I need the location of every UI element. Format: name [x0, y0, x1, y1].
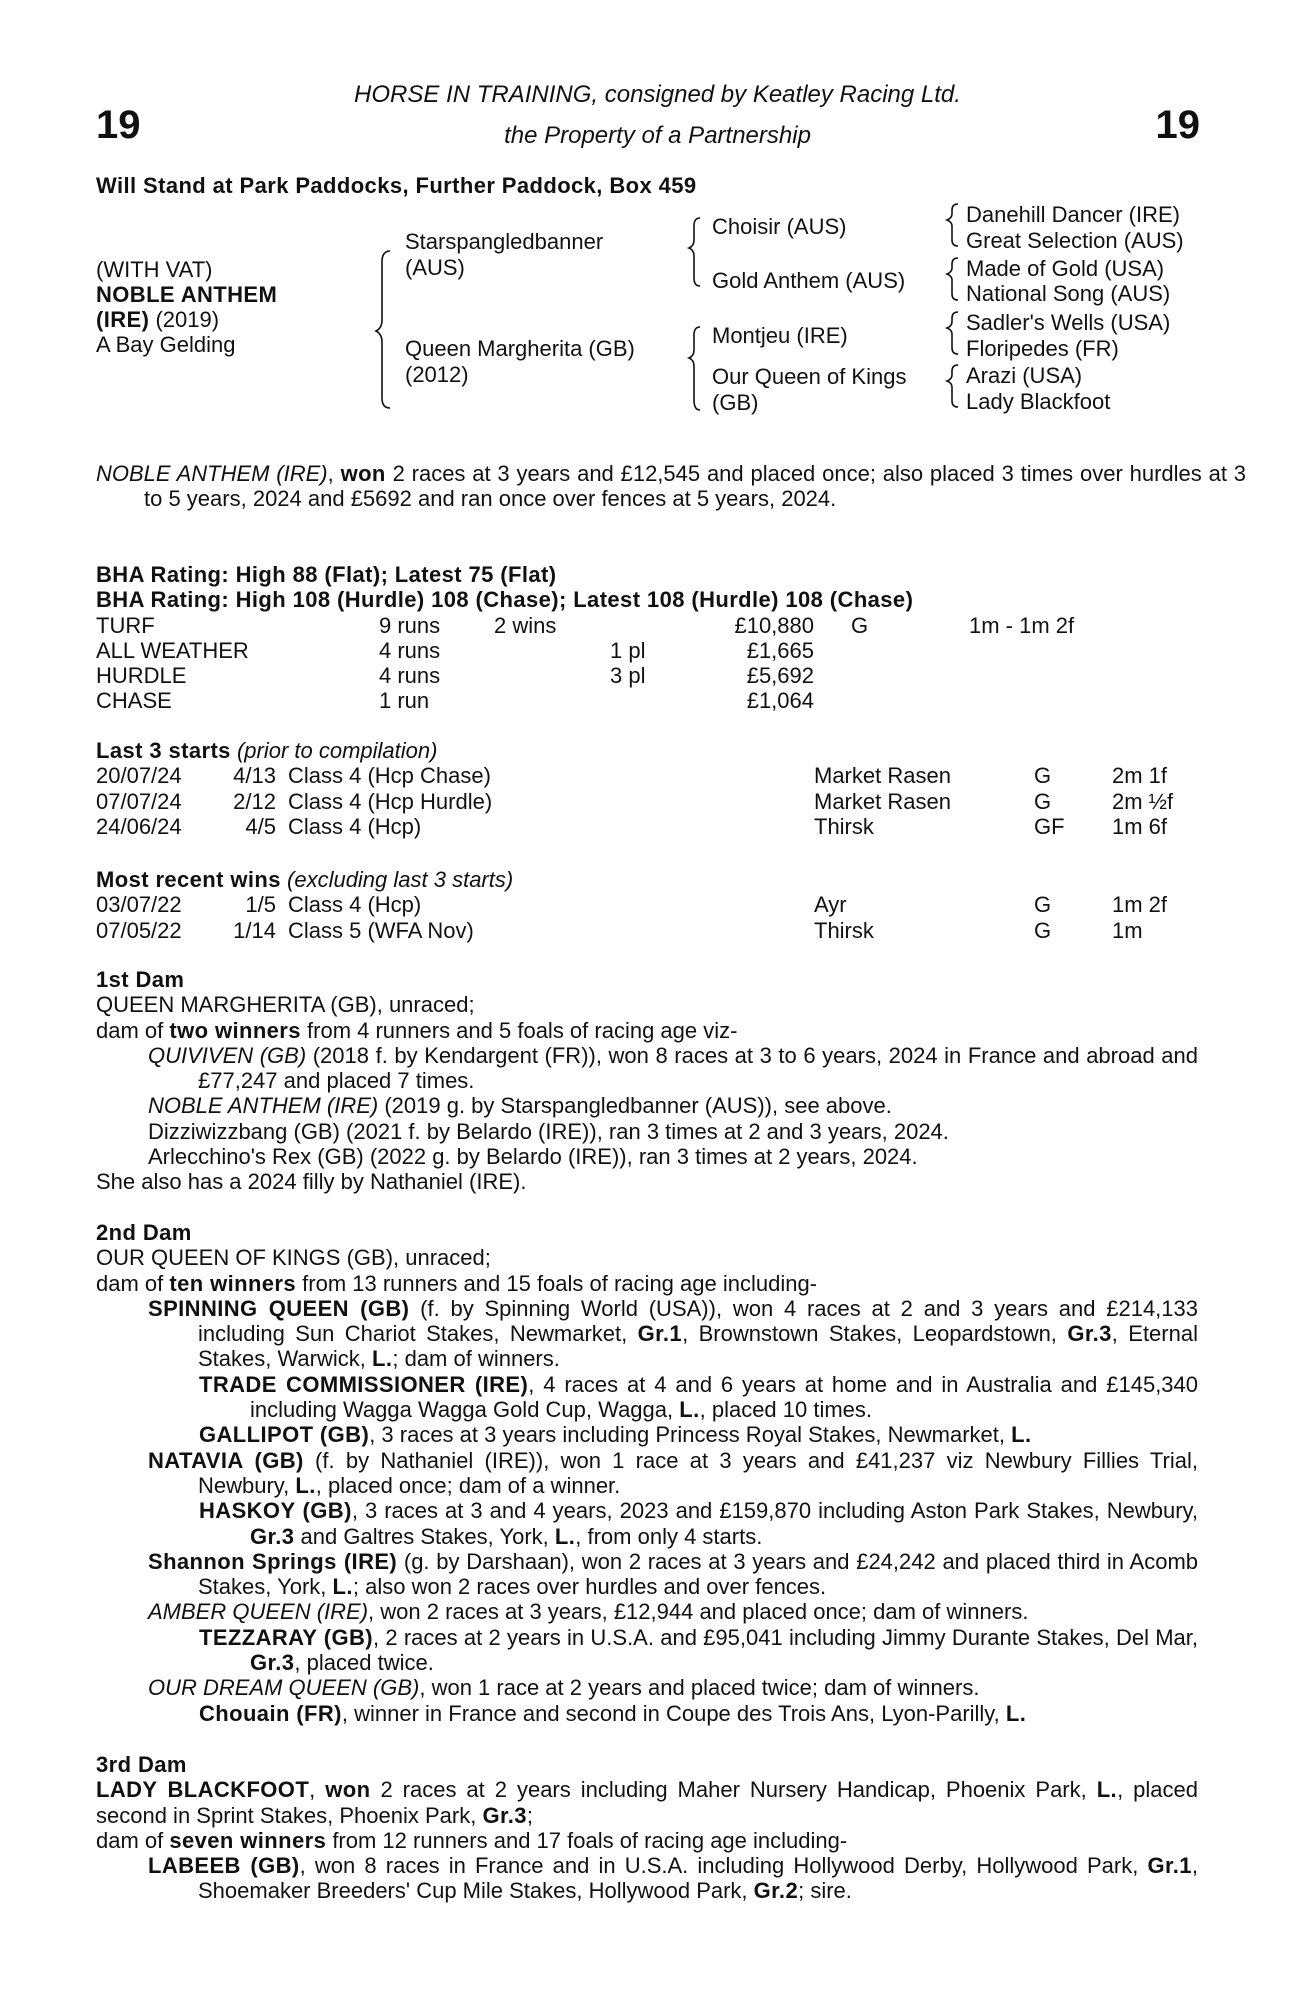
italic-text: AMBER QUEEN (IRE) [148, 1599, 369, 1625]
bha-rating-flat: BHA Rating: High 88 (Flat); Latest 75 (Flat) [96, 562, 557, 587]
section-title: Most recent wins [96, 867, 281, 892]
dam-heading: 2nd Dam [96, 1220, 192, 1245]
race-dist: 1m [1112, 917, 1143, 943]
dam-entry [96, 1599, 1198, 1624]
stat-runs: 4 runs [379, 637, 441, 663]
race-course: Thirsk [814, 813, 874, 839]
stat-pl: 1 pl [610, 637, 646, 663]
dam-entry [96, 1296, 1198, 1372]
text: and Galtres Stakes, York, [294, 1523, 555, 1549]
race-cls: Class 4 (Hcp Hurdle) [288, 788, 493, 814]
dam-entry [96, 1119, 1198, 1144]
bold-text: won [325, 1777, 371, 1803]
race-course: Ayr [814, 892, 847, 918]
text: She also has a 2024 filly by Nathaniel (IRE). [96, 1169, 527, 1195]
lot-number-right: 19 [1155, 103, 1200, 147]
race-pos: 1/14 [233, 917, 276, 943]
section-note: (excluding last 3 starts) [280, 867, 514, 892]
stat-wins: 2 wins [494, 612, 557, 638]
race-row [96, 789, 1198, 814]
bold-text: seven winners [169, 1827, 327, 1853]
dam-entry [96, 1018, 1198, 1043]
bold-text: Gr.3 [250, 1650, 295, 1676]
last-3-starts [96, 738, 1198, 839]
bold-text: LABEEB (GB) [148, 1853, 300, 1879]
bold-text: L. [679, 1397, 700, 1423]
text: (g. by Darshaan), won 2 races at 3 years and £24,242 and placed third in Acomb Stakes, York, [198, 1548, 1199, 1600]
stable-location: Will Stand at Park Paddocks, Further Paddock, Box 459 [96, 173, 697, 198]
text: Arlecchino's Rex (GB) (2022 g. by Belardo (IRE)), ran 3 times at 2 years, 2024. [148, 1144, 918, 1170]
dam-heading: 1st Dam [96, 967, 185, 992]
race-dist: 2m 1f [1112, 763, 1168, 789]
grandsire-paternal: Choisir (AUS) [712, 214, 847, 239]
stat-prize: £1,665 [746, 637, 814, 663]
stats-table [96, 613, 1198, 714]
text: (f. by Spinning World (USA)), won 4 races at 2 and 3 years and £214,133 including Sun Chariot Stakes, Newmarket, [198, 1295, 1198, 1347]
dam-entry [96, 1372, 1198, 1423]
text: dam of [96, 1017, 170, 1043]
catalogue-header-line1: HORSE IN TRAINING, consigned by Keatley Racing Ltd. [354, 81, 961, 108]
bold-text: Gr.1 [637, 1321, 683, 1347]
text: (f. by Nathaniel (IRE)), won 1 race at 3 years and £41,237 viz Newbury Fillies Trial, Newbury, [198, 1447, 1198, 1498]
race-dist: 2m ½f [1112, 788, 1174, 814]
sire-country: (AUS) [405, 255, 465, 280]
race-row [96, 814, 1198, 839]
race-row [96, 763, 1198, 788]
most-recent-wins [96, 867, 1198, 943]
bold-text: two winners [169, 1017, 301, 1043]
horse-country: (IRE) [96, 307, 150, 332]
text: ; [526, 1802, 533, 1828]
text: , won 2 races at 3 years, £12,944 and placed once; dam of winners. [368, 1599, 1029, 1625]
text: from 13 runners and 15 foals of racing age including- [296, 1270, 818, 1296]
race-pos: 4/13 [233, 763, 276, 789]
dam-entry [96, 1144, 1198, 1169]
bold-text: Shannon Springs (IRE) [148, 1548, 398, 1574]
bold-text: L. [295, 1472, 316, 1498]
dam-entry [96, 1169, 1198, 1194]
text: , 3 races at 3 years including Princess Royal Stakes, Newmarket, [369, 1422, 1012, 1448]
bold-text: ten winners [169, 1270, 297, 1296]
stats-row [96, 638, 1198, 663]
text: 2 races at 2 years including Maher Nursery Handicap, Phoenix Park, [370, 1777, 1097, 1803]
stats-row [96, 613, 1198, 638]
text: , winner in France and second in Coupe des Trois Ans, Lyon-Parilly, [341, 1700, 1006, 1726]
text: , placed once; dam of a winner. [315, 1472, 621, 1498]
first-dam-section [96, 967, 1198, 1195]
text: ; sire. [798, 1878, 852, 1904]
text: , 3 races at 3 and 4 years, 2023 and £159,870 including Aston Park Stakes, Newbury, [351, 1498, 1198, 1524]
vat-note: (WITH VAT) [96, 257, 213, 282]
bold-text: Gr.3 [250, 1523, 295, 1549]
bold-text: Gr.1 [1147, 1853, 1192, 1879]
dam-entry [96, 1828, 1198, 1853]
race-course: Thirsk [814, 917, 874, 943]
text: (2018 f. by Kendargent (FR)), won 8 races at 3 to 6 years, 2024 in France and abroad and £77,247 and placed 7 times. [198, 1042, 1198, 1094]
pedigree-brackets [0, 0, 1315, 440]
great-grandparent: Great Selection (AUS) [966, 228, 1184, 253]
bold-text: Gr.3 [1067, 1321, 1112, 1347]
great-grandparent: Made of Gold (USA) [966, 256, 1165, 281]
stat-prize: £10,880 [734, 612, 814, 638]
text: , won 1 race at 2 years and placed twice; dam of winners. [419, 1675, 980, 1701]
dam-entry [96, 1271, 1198, 1296]
race-pos: 1/5 [245, 892, 276, 918]
section-title: Last 3 starts [96, 738, 231, 763]
text: , placed second in Sprint Stakes, Phoenix Park, [96, 1777, 1198, 1828]
granddam-maternal-country: (GB) [712, 390, 759, 415]
text: dam of [96, 1827, 170, 1853]
catalogue-header-line2: the Property of a Partnership [504, 122, 811, 149]
text: dam of [96, 1270, 170, 1296]
text: ; dam of winners. [392, 1346, 560, 1372]
dam-entry [96, 992, 1198, 1017]
text: 2 races at 3 years and £12,545 and placed once; also placed 3 times over hurdles at 3 to 5 years, 2024 and £5692 and ran once over fences at 5 years, 2024. [144, 461, 1246, 512]
bha-rating-jumps: BHA Rating: High 108 (Hurdle) 108 (Chase); Latest 108 (Hurdle) 108 (Chase) [96, 587, 914, 613]
ratings-section [96, 562, 1198, 714]
section-note: (prior to compilation) [230, 738, 438, 763]
dam-entry [96, 1245, 1198, 1270]
dam-entry [96, 1675, 1198, 1700]
text: , [327, 461, 341, 486]
bold-text: Gr.2 [753, 1878, 799, 1904]
race-row [96, 892, 1198, 917]
text: , Brownstown Stakes, Leopardstown, [682, 1321, 1068, 1347]
stats-row [96, 663, 1198, 688]
text: , placed 10 times. [699, 1397, 873, 1423]
race-cls: Class 4 (Hcp) [288, 892, 422, 918]
bold-text: Chouain (FR) [199, 1700, 342, 1726]
horse-name: NOBLE ANTHEM [96, 282, 278, 307]
stat-runs: 4 runs [379, 663, 441, 689]
horse-description: A Bay Gelding [96, 332, 236, 357]
text: , [309, 1777, 326, 1803]
italic-text: NOBLE ANTHEM (IRE) [96, 461, 328, 486]
text: , 4 races at 4 and 6 years at home and in Australia and £145,340 including Wagga Wagga Gold Cup, Wagga, [250, 1371, 1199, 1423]
dam-entry [96, 1448, 1198, 1499]
great-grandparent: National Song (AUS) [966, 281, 1171, 306]
bold-text: Gr.3 [482, 1802, 527, 1828]
dam-name: Queen Margherita (GB) [405, 336, 635, 361]
race-going: G [1034, 788, 1052, 814]
third-dam-section [96, 1752, 1198, 1904]
text: , from only 4 starts. [575, 1523, 763, 1549]
horse-year: (2019) [149, 307, 220, 332]
stat-runs: 9 runs [379, 612, 441, 638]
bold-text: L. [372, 1346, 393, 1372]
great-grandparent: Sadler's Wells (USA) [966, 310, 1171, 335]
race-date: 07/07/24 [96, 788, 182, 814]
dam-entry [96, 1625, 1198, 1676]
race-going: G [1034, 892, 1052, 918]
stat-prize: £1,064 [746, 688, 814, 714]
italic-text: NOBLE ANTHEM (IRE) [148, 1093, 379, 1119]
text: , Eternal Stakes, Warwick, [198, 1321, 1198, 1372]
stat-surface: ALL WEATHER [96, 637, 249, 663]
race-pos: 2/12 [233, 788, 276, 814]
stat-surface: HURDLE [96, 663, 187, 689]
bold-text: LADY BLACKFOOT [96, 1777, 310, 1803]
race-record-summary [96, 461, 1246, 512]
second-dam-section [96, 1220, 1198, 1726]
stat-dist: 1m - 1m 2f [969, 612, 1075, 638]
great-grandparent: Lady Blackfoot [966, 389, 1111, 414]
dam-entry [96, 1701, 1198, 1726]
race-going: G [1034, 917, 1052, 943]
text: from 12 runners and 17 foals of racing age including- [326, 1827, 848, 1853]
stat-pl: 3 pl [610, 663, 646, 689]
stat-surface: TURF [96, 612, 155, 638]
bold-text: SPINNING QUEEN (GB) [148, 1295, 410, 1321]
stat-runs: 1 run [379, 688, 430, 714]
dam-entry [96, 1043, 1198, 1094]
dam-entry [96, 1498, 1198, 1549]
race-cls: Class 5 (WFA Nov) [288, 917, 474, 943]
italic-text: OUR DREAM QUEEN (GB) [148, 1675, 420, 1701]
stats-row [96, 688, 1198, 713]
granddam-paternal: Gold Anthem (AUS) [712, 268, 906, 293]
race-date: 07/05/22 [96, 917, 182, 943]
race-cls: Class 4 (Hcp) [288, 813, 422, 839]
race-dist: 1m 2f [1112, 892, 1168, 918]
race-date: 20/07/24 [96, 763, 182, 789]
bold-text: L. [332, 1574, 353, 1600]
bold-text: L. [554, 1523, 576, 1549]
bold-text: L. [1096, 1777, 1118, 1803]
bold-text: TEZZARAY (GB) [199, 1624, 374, 1650]
text: ; also won 2 races over hurdles and over fences. [352, 1574, 827, 1600]
race-date: 24/06/24 [96, 813, 182, 839]
great-grandparent: Floripedes (FR) [966, 336, 1119, 361]
great-grandparent: Danehill Dancer (IRE) [966, 202, 1180, 227]
race-row [96, 918, 1198, 943]
stat-prize: £5,692 [746, 663, 814, 689]
text: Dizziwizzbang (GB) (2021 f. by Belardo (IRE)), ran 3 times at 2 and 3 years, 2024. [148, 1118, 949, 1144]
great-grandparent: Arazi (USA) [966, 363, 1083, 388]
text: QUEEN MARGHERITA (GB), unraced; [96, 992, 475, 1018]
bold-text: L. [1005, 1700, 1027, 1726]
stat-surface: CHASE [96, 688, 172, 714]
race-course: Market Rasen [814, 763, 951, 789]
lot-number-left: 19 [96, 103, 141, 147]
race-pos: 4/5 [245, 813, 276, 839]
race-date: 03/07/22 [96, 892, 182, 918]
bold-text: NATAVIA (GB) [148, 1447, 304, 1473]
bold-text: TRADE COMMISSIONER (IRE) [199, 1371, 529, 1397]
bold-text: GALLIPOT (GB) [199, 1422, 370, 1448]
text: , placed twice. [294, 1650, 434, 1676]
text: from 4 runners and 5 foals of racing age viz- [300, 1017, 738, 1043]
text: , 2 races at 2 years in U.S.A. and £95,041 including Jimmy Durante Stakes, Del Mar, [373, 1624, 1198, 1650]
dam-year: (2012) [405, 362, 469, 387]
text: OUR QUEEN OF KINGS (GB), unraced; [96, 1245, 491, 1271]
bold-text: L. [1011, 1422, 1032, 1448]
stat-going: G [851, 612, 869, 638]
italic-text: QUIVIVEN (GB) [148, 1042, 307, 1068]
race-going: GF [1034, 813, 1065, 839]
race-going: G [1034, 763, 1052, 789]
granddam-maternal: Our Queen of Kings [712, 364, 907, 389]
race-course: Market Rasen [814, 788, 951, 814]
bold-text: won [340, 461, 386, 486]
dam-entry [96, 1093, 1198, 1118]
grandsire-maternal: Montjeu (IRE) [712, 323, 848, 348]
dam-entry [96, 1777, 1198, 1828]
dam-entry [96, 1853, 1198, 1904]
dam-entry [96, 1422, 1198, 1447]
sire-name: Starspangledbanner [405, 229, 604, 254]
text: (2019 g. by Starspangledbanner (AUS)), see above. [378, 1093, 892, 1119]
text: , won 8 races in France and in U.S.A. including Hollywood Derby, Hollywood Park, [299, 1853, 1148, 1879]
bold-text: HASKOY (GB) [199, 1498, 352, 1524]
dam-entry [96, 1549, 1198, 1600]
text: , Shoemaker Breeders' Cup Mile Stakes, Hollywood Park, [198, 1853, 1199, 1904]
race-dist: 1m 6f [1112, 813, 1168, 839]
dam-heading: 3rd Dam [96, 1752, 187, 1777]
race-cls: Class 4 (Hcp Chase) [288, 763, 491, 789]
